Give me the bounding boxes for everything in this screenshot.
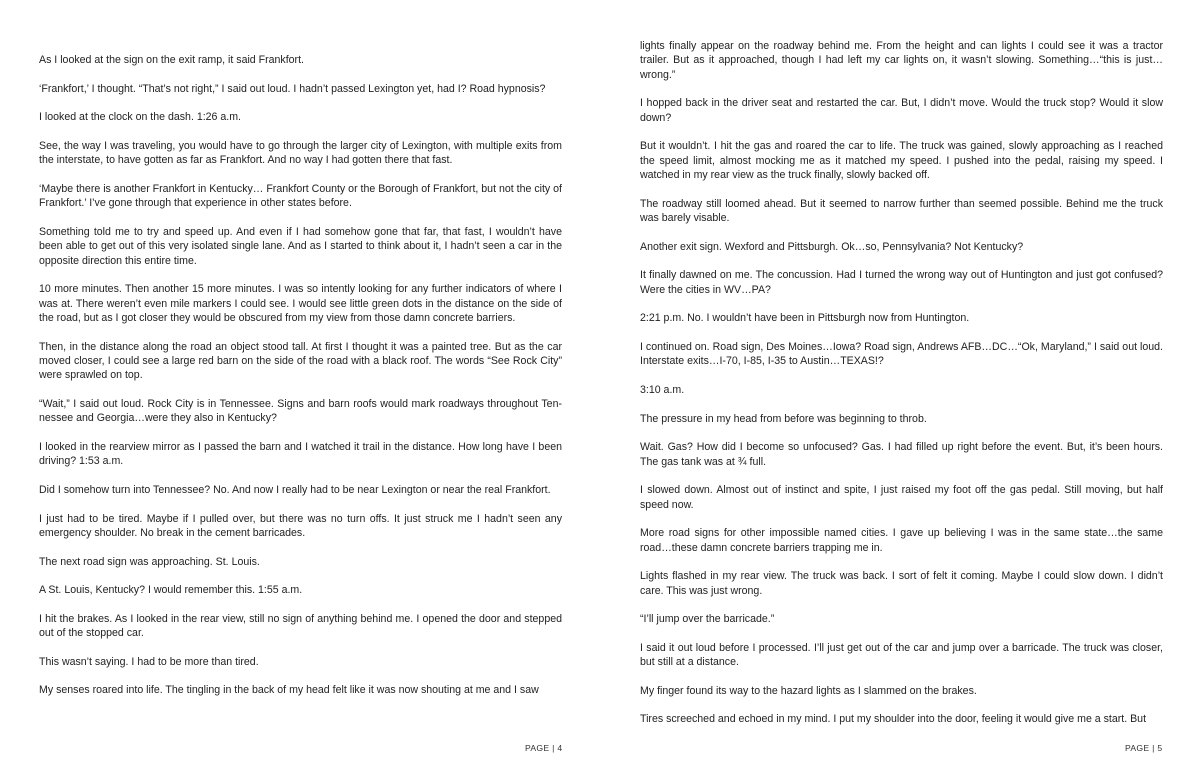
- paragraph: I slowed down. Almost out of instinct and spite, I just raised my foot off the gas pedal. Still moving, but half speed now.: [640, 484, 1163, 511]
- paragraph: 3:10 a.m.: [640, 384, 685, 396]
- paragraph: Then, in the distance along the road an object stood tall. At first I thought it was a painted tree. But as the car moved closer, I could see a large red barn on the side of the road with a black roof. The words “See Rock City” were sprawled on top.: [39, 340, 562, 382]
- paragraph: Something told me to try and speed up. And even if I had somehow gone that far, that fast, I wouldn’t have been able to get out of this very isolated single lane. And as I started to think about it, I hadn’t seen a car in the opposite direction this entire time.: [39, 225, 562, 267]
- paragraph: The next road sign was approaching. St. Louis.: [39, 555, 260, 568]
- paragraph: 10 more minutes. Then another 15 more minutes. I was so intently looking for any further indicators of where I was at. There weren’t even mile markers I could see. I would see little green dots in the distance on the side of the road, but as I got closer they would be obscured from my view from those damn concrete barriers.: [39, 283, 562, 324]
- paragraph: I just had to be tired. Maybe if I pulled over, but there was no turn offs. It just struck me I hadn’t seen any emergency shoulder. No break in the cement barricades.: [39, 512, 562, 539]
- page-4-text: [39, 53, 562, 712]
- paragraph: A St. Louis, Kentucky? I would remember this. 1:55 a.m.: [39, 584, 303, 597]
- paragraph: As I looked at the sign on the exit ramp, it said Frankfort.: [39, 54, 304, 66]
- page-5: [600, 0, 1200, 776]
- paragraph: “I’ll jump over the barricade.”: [640, 613, 775, 626]
- paragraph: Tires screeched and echoed in my mind. I put my shoulder into the door, feeling it would give me a start. But: [640, 713, 1147, 726]
- paragraph: It finally dawned on me. The concussion. Had I turned the wrong way out of Huntington and just got confused? Were the cities in WV…PA?: [640, 269, 1163, 296]
- paragraph: My finger found its way to the hazard lights as I slammed on the brakes.: [640, 684, 977, 697]
- paragraph: Did I somehow turn into Tennessee? No. And now I really had to be near Lexington or near the real Frankfort.: [39, 484, 551, 496]
- paragraph: The roadway still loomed ahead. But it seemed to narrow further than seemed possible. Behind me the truck was barely visable.: [640, 197, 1163, 225]
- page-number: PAGE | 5: [1125, 743, 1163, 753]
- paragraph: lights finally appear on the roadway behind me. From the height and can lights I could see it was a tractor trailer. But as it approached, though I had left my car lights on, it wasn’t slowing. Something…“this is just… wrong.”: [640, 40, 1163, 81]
- paragraph: I hopped back in the driver seat and restarted the car. But, I didn’t move. Would the truck stop? Would it slow down?: [640, 97, 1163, 124]
- paragraph: ‘Maybe there is another Frankfort in Kentucky… Frankfort County or the Borough of Frankfort, but not the city of Frankfort.’ I’ve gone through that experience in other states before.: [39, 182, 562, 210]
- paragraph: I hit the brakes. As I looked in the rear view, still no sign of anything behind me. I opened the door and stepped out of the stopped car.: [39, 612, 562, 640]
- paragraph: This wasn’t saying. I had to be more than tired.: [39, 655, 259, 668]
- paragraph: My senses roared into life. The tingling in the back of my head felt like it was now shouting at me and I saw: [39, 684, 539, 697]
- paragraph: ‘Frankfort,’ I thought. “That’s not right,” I said out loud. I hadn’t passed Lexington yet, had I? Road hypnosis?: [39, 82, 546, 95]
- paragraph: The pressure in my head from before was beginning to throb.: [640, 412, 927, 425]
- paragraph: I said it out loud before I processed. I’ll just get out of the car and jump over a barricade. The truck was closer, but still at a distance.: [640, 641, 1163, 669]
- paragraph: I looked in the rearview mirror as I passed the barn and I watched it trail in the distance. How long have I been driving? 1:53 a.m.: [39, 441, 562, 468]
- paragraph: Another exit sign. Wexford and Pittsburgh. Ok…so, Pennsylvania? Not Kentucky?: [640, 240, 1024, 253]
- paragraph: But it wouldn’t. I hit the gas and roared the car to life. The truck was gained, slowly approaching as I reached the speed limit, almost mocking me as it matched my speed. I pushed into the pedal, raising my speed. I watched in my rear view as the truck finally, slowly backed off.: [640, 140, 1163, 182]
- paragraph: “Wait,” I said out loud. Rock City is in Tennessee. Signs and barn roofs would mark roadways throughout Tennessee and Georgia…were they also in Kentucky?: [39, 398, 562, 425]
- paragraph: See, the way I was traveling, you would have to go through the larger city of Lexington, with multiple exits from the interstate, to have gotten as far as Frankfort. And no way I had gotten there that fast.: [39, 139, 562, 167]
- paragraph: Lights flashed in my rear view. The truck was back. I sort of felt it coming. Maybe I could slow down. I didn’t care. This was just wrong.: [640, 570, 1163, 597]
- page-5-text: [640, 39, 1163, 741]
- paragraph: Wait. Gas? How did I become so unfocused? Gas. I had filled up right before the event. But, it’s been hours. The gas tank was at ¾ full.: [640, 441, 1163, 468]
- paragraph: 2:21 p.m. No. I wouldn’t have been in Pittsburgh now from Huntington.: [640, 312, 970, 325]
- paragraph: I continued on. Road sign, Des Moines…Iowa? Road sign, Andrews AFB…DC…“Ok, Maryland,” I said out loud. Interstate exits…I-70, I-85, I-35 to Austin…TEXAS!?: [640, 341, 1163, 368]
- paragraph: More road signs for other impossible named cities. I gave up believing I was in the same state…the same road…these damn concrete barriers trapping me in.: [640, 527, 1163, 554]
- page-number: PAGE | 4: [525, 743, 563, 753]
- paragraph: I looked at the clock on the dash. 1:26 a.m.: [39, 111, 241, 124]
